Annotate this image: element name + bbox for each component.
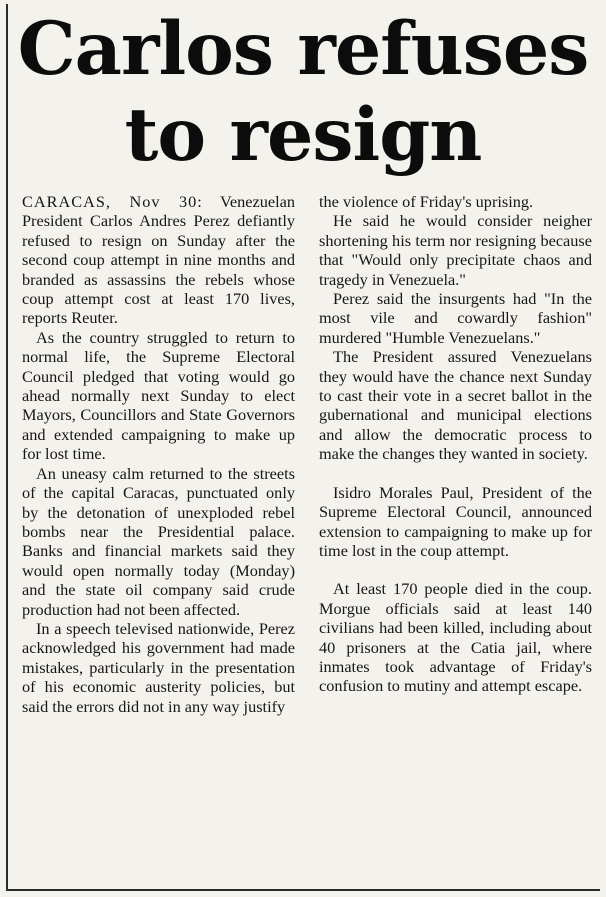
paragraph: An uneasy calm returned to the streets of the capital Caracas, punctuated only by the detonation of unexploded rebel bombs near the Presidential palace. Banks and financial markets said they would open normally today (Monday) and the state oil company said crude production had not been affected. bbox=[22, 463, 295, 619]
left-column bbox=[22, 192, 295, 888]
right-column bbox=[319, 192, 592, 888]
paragraph-continued: the violence of Friday's uprising. bbox=[319, 192, 534, 211]
paragraph: The President assured Venezuelans they would have the chance next Sunday to cast their vote in a secret ballot in the gubernational and municipal elections and allow the democratic process to make the changes they wanted in society. bbox=[319, 347, 592, 464]
dateline: CARACAS, Nov 30: bbox=[22, 192, 203, 211]
paragraph-text: Venezuelan President Carlos Andres Perez defiantly refused to resign on Sunday after the second coup attempt in nine months and branded as assassins the rebels whose coup attempt cost at least 170 lives, reports Reuter. bbox=[22, 192, 295, 328]
paragraph: He said he would consider neigher shortening his term nor resigning because that "Would only precipitate chaos and tragedy in Venezuela." bbox=[319, 211, 592, 289]
headline-line-2: to resign bbox=[124, 92, 482, 178]
article-body bbox=[22, 192, 592, 888]
paragraph: Perez said the insurgents had "In the most vile and cowardly fashion" murdered "Humble Venezuelans." bbox=[319, 289, 592, 347]
paragraph: At least 170 people died in the coup. Morgue officials said at least 140 civilians had been killed, including about 40 prisoners at the Catia jail, where inmates took advantage of Friday's confusion to mutiny and attempt escape. bbox=[319, 579, 592, 696]
headline bbox=[0, 6, 606, 178]
paragraph: Isidro Morales Paul, President of the Supreme Electoral Council, announced extension to campaigning to make up for time lost in the coup attempt. bbox=[319, 482, 592, 560]
headline-line-1: Carlos refuses bbox=[17, 6, 589, 92]
paragraph: In a speech televised nationwide, Perez acknowledged his government had made mistakes, particularly in the presentation of his economic austerity policies, but said the errors did not in any way justify bbox=[22, 618, 295, 716]
lead-paragraph bbox=[22, 192, 295, 328]
paragraph: As the country struggled to return to normal life, the Supreme Electoral Council pledged that voting would go ahead normally next Sunday to elect Mayors, Councillors and State Governors and extended campaigning to make up for lost time. bbox=[22, 327, 295, 464]
